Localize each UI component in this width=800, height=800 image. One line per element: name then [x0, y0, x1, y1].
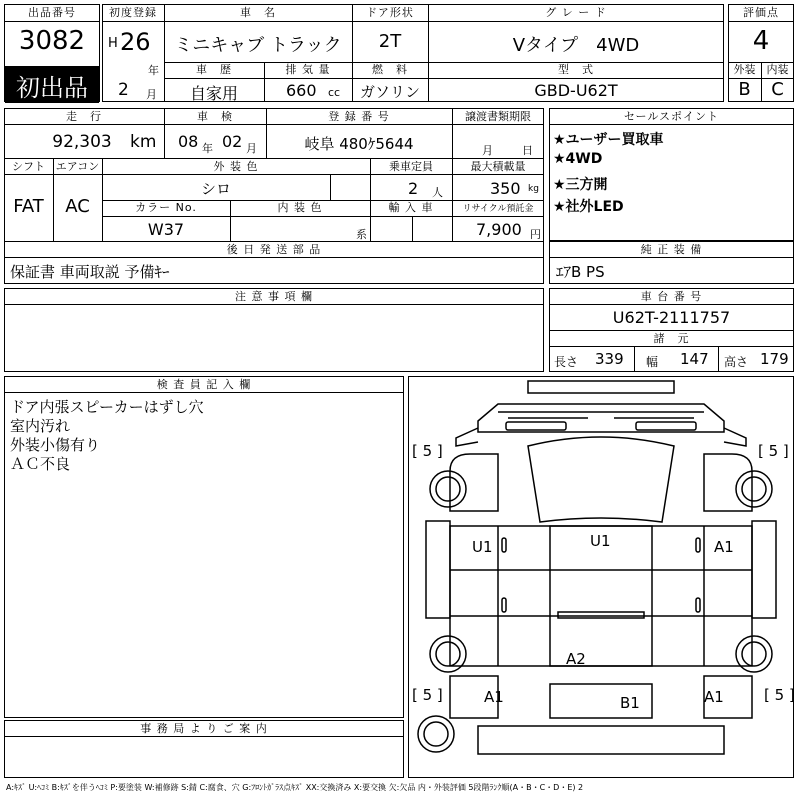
- length-label: 長さ: [554, 355, 579, 369]
- inspector-note: ＡＣ不良: [10, 455, 71, 473]
- color-value: シロ: [200, 180, 231, 198]
- color-no-value: W37: [147, 220, 185, 239]
- ac-label: エアコン: [55, 160, 100, 173]
- damage-mark-bracket: [ 5 ]: [764, 686, 795, 704]
- capacity-value: 2: [408, 179, 419, 198]
- name-label: 車 名: [240, 6, 276, 19]
- recycle-label: リサイクル預託金: [462, 204, 534, 214]
- genuine-label: 純 正 装 備: [640, 243, 703, 256]
- int-eval-label: 内装: [766, 63, 789, 76]
- displacement-value: 660: [286, 81, 317, 100]
- reg-month-unit: 月: [146, 88, 157, 101]
- load-label: 最大積載量: [470, 160, 526, 173]
- damage-mark: A1: [484, 688, 504, 706]
- height-value: 179: [760, 350, 789, 368]
- plate-label: 登 録 番 号: [328, 110, 390, 123]
- shift-label: シフト: [12, 160, 45, 173]
- notes-label: 注 意 事 項 欄: [235, 290, 313, 303]
- inspection-year-unit: 年: [202, 142, 213, 155]
- car-name: ミニキャブ トラック: [174, 35, 342, 56]
- import-label: 輸 入 車: [388, 201, 434, 214]
- interior-unit: 系: [356, 228, 367, 241]
- color-label: 外 装 色: [213, 160, 259, 173]
- reg-year-unit: 年: [148, 64, 159, 77]
- grade-label: グ レ ー ド: [545, 6, 607, 19]
- sales-item: ★ユーザー買取車: [553, 132, 664, 148]
- inspector-note: 室内汚れ: [10, 417, 71, 435]
- damage-mark: A1: [714, 538, 734, 556]
- sales-item: ★社外LED: [553, 199, 624, 215]
- fuel-value: ガソリン: [359, 83, 420, 101]
- damage-mark: A1: [704, 688, 724, 706]
- rear-bumper: [478, 726, 724, 754]
- mileage-unit: km: [130, 132, 157, 152]
- inspector-note: ドア内張スピーカーはずし穴: [10, 398, 204, 416]
- damage-mark-bracket: [ 5 ]: [412, 686, 443, 704]
- damage-mark: U1: [590, 532, 611, 550]
- history-value: 自家用: [189, 84, 238, 103]
- vehicle-diagram: [408, 376, 794, 778]
- lot-label: 出品番号: [28, 6, 76, 19]
- door-type: 2T: [378, 31, 402, 52]
- plate-number: 岐阜 480ｹ5644: [304, 135, 414, 153]
- door-label: ドア形状: [366, 6, 414, 19]
- shift-value: FAT: [13, 196, 44, 217]
- damage-mark: B1: [620, 694, 640, 712]
- damage-mark-bracket: [ 5 ]: [412, 442, 443, 460]
- ac-value: AC: [65, 196, 90, 217]
- recycle-value: 7,900: [476, 220, 522, 239]
- reg-year: 26: [120, 28, 151, 56]
- width-value: 147: [680, 350, 709, 368]
- transfer-label: 譲渡書類期限: [465, 110, 531, 123]
- office-label: 事 務 局 よ り ご 案 内: [140, 722, 268, 735]
- width-label: 幅: [646, 355, 659, 369]
- history-label: 車 歴: [196, 63, 232, 76]
- load-value: 350: [490, 179, 521, 198]
- windshield: [528, 437, 674, 522]
- model-code: GBD-U62T: [534, 81, 618, 100]
- spec-label: 諸 元: [653, 332, 690, 345]
- damage-mark-bracket: [ 5 ]: [758, 442, 789, 460]
- int-eval-value: C: [771, 79, 784, 100]
- inspection-year: 08: [178, 132, 199, 151]
- damage-mark: A2: [566, 650, 586, 668]
- transfer-day-unit: 日: [522, 144, 533, 157]
- score-value: 4: [752, 26, 770, 56]
- inspector-note: 外装小傷有り: [10, 436, 101, 454]
- capacity-unit: 人: [432, 186, 443, 199]
- displacement-unit: cc: [328, 86, 341, 99]
- height-label: 高さ: [724, 355, 749, 369]
- displacement-label: 排 気 量: [285, 63, 331, 76]
- transfer-month-unit: 月: [482, 144, 493, 157]
- inspector-label: 検 査 員 記 入 欄: [156, 378, 252, 391]
- grade-value: Vタイプ 4WD: [512, 35, 640, 56]
- recycle-unit: 円: [530, 228, 541, 241]
- load-unit: kg: [528, 184, 539, 194]
- reg-era: H: [108, 36, 118, 51]
- length-value: 339: [595, 350, 624, 368]
- mileage-label: 走 行: [66, 110, 102, 123]
- score-label: 評価点: [743, 6, 779, 19]
- later-parts-value: 保証書 車両取説 予備ｷｰ: [10, 263, 170, 281]
- damage-mark: U1: [472, 538, 493, 556]
- capacity-label: 乗車定員: [389, 160, 433, 173]
- reg-month: 2: [118, 80, 129, 100]
- inspection-month-unit: 月: [246, 142, 257, 155]
- legend-text: A:ｷｽﾞ U:ﾍｺﾐ B:ｷｽﾞを伴うﾍｺﾐ P:要塗装 W:補修跡 S:錆 C:腐食、穴 G:ﾌﾛﾝﾄｶﾞﾗｽ点ｷｽﾞ XX:交換済み X:要交換 欠:欠品 内・外装評価 5段階ﾗﾝｸ順(A・B・C・D・E) 2: [6, 783, 584, 792]
- chassis-label: 車 台 番 号: [640, 290, 703, 303]
- ext-eval-value: B: [738, 79, 751, 100]
- color-no-label: カラー No.: [135, 201, 197, 214]
- mileage-value: 92,303: [52, 132, 112, 152]
- genuine-value: ｴｱB PS: [556, 263, 605, 281]
- sales-item: ★4WD: [553, 151, 603, 167]
- sales-item: ★三方開: [553, 177, 608, 193]
- later-parts-label: 後 日 発 送 部 品: [226, 243, 322, 256]
- inspection-label: 車 検: [197, 110, 233, 123]
- sales-point-label: セールスポイント: [623, 110, 719, 123]
- fuel-label: 燃 料: [372, 63, 408, 76]
- first-listing-label: 初出品: [5, 68, 99, 103]
- reg-label: 初度登録: [109, 6, 157, 19]
- front-bumper-top: [528, 381, 674, 393]
- model-label: 型 式: [558, 63, 594, 76]
- chassis-number: U62T-2111757: [612, 308, 731, 327]
- lot-number: 3082: [18, 26, 86, 56]
- inspection-month: 02: [222, 132, 243, 151]
- interior-label: 内 装 色: [277, 201, 323, 214]
- ext-eval-label: 外装: [733, 63, 756, 76]
